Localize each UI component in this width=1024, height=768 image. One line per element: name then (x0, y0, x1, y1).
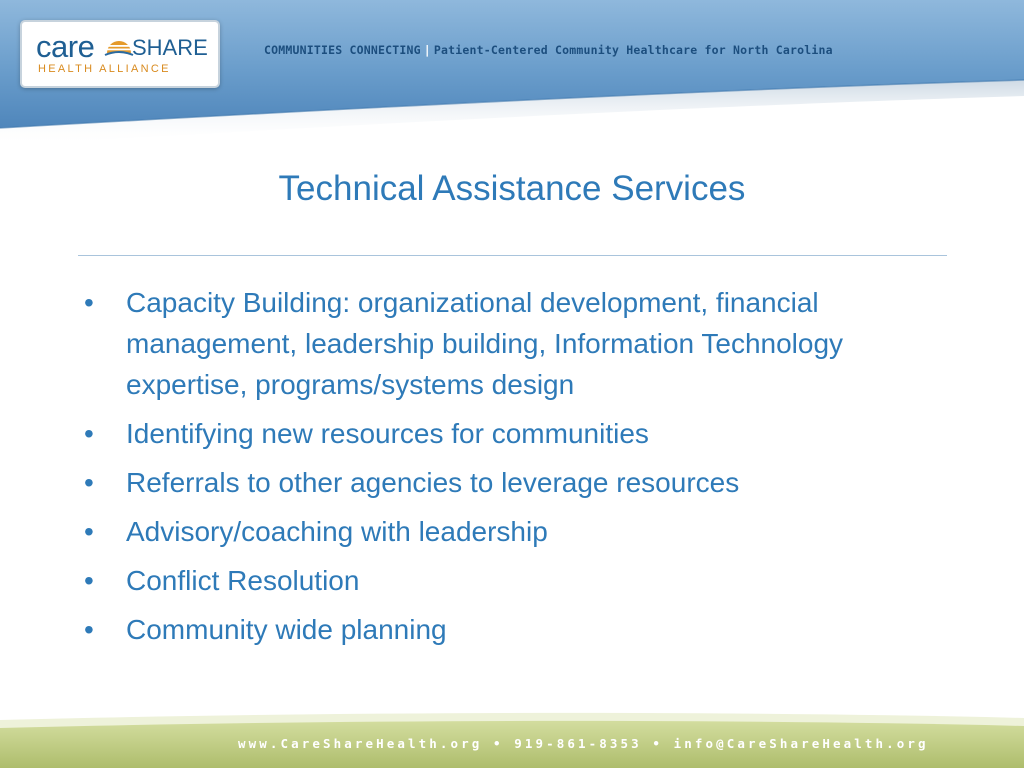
bullet-marker: • (84, 467, 94, 498)
bullet-text: Identifying new resources for communities (126, 418, 649, 449)
tagline-separator: | (423, 43, 431, 57)
slide-title: Technical Assistance Services (278, 169, 746, 208)
bullet-text: Referrals to other agencies to leverage resources (126, 467, 740, 498)
sunrise-icon (104, 35, 134, 59)
title-divider (78, 255, 947, 256)
bullet-list (84, 282, 964, 658)
bullet-text: Capacity Building: organizational development, financial management, leadership building, Information Technology expertise, programs/systems design (126, 287, 844, 400)
bullet-text: Community wide planning (126, 614, 447, 645)
bullet-item (84, 560, 964, 601)
bullet-marker: • (84, 287, 94, 318)
bullet-item (84, 462, 964, 503)
bullet-marker: • (84, 565, 94, 596)
bullet-item (84, 511, 964, 552)
tagline-part-2: Patient-Centered Community Healthcare for North Carolina (433, 43, 833, 57)
header-tagline (264, 43, 833, 57)
tagline-part-1: COMMUNITIES CONNECTING (264, 43, 421, 57)
footer-band (0, 690, 1024, 768)
bullet-marker: • (84, 614, 94, 645)
logo-care-text: care (36, 29, 95, 64)
bullet-text: Advisory/coaching with leadership (126, 516, 548, 547)
bullet-marker: • (84, 516, 94, 547)
bullet-item (84, 413, 964, 454)
footer-contact: www.CareShareHealth.org • 919-861-8353 • info@CareShareHealth.org (238, 736, 929, 751)
logo-share-text: SHARE (132, 35, 208, 60)
bullet-text: Conflict Resolution (126, 565, 360, 596)
bullet-item (84, 282, 964, 405)
logo-subtitle: HEALTH ALLIANCE (38, 63, 171, 75)
careshare-logo (20, 20, 220, 88)
bullet-item (84, 609, 964, 650)
bullet-marker: • (84, 418, 94, 449)
